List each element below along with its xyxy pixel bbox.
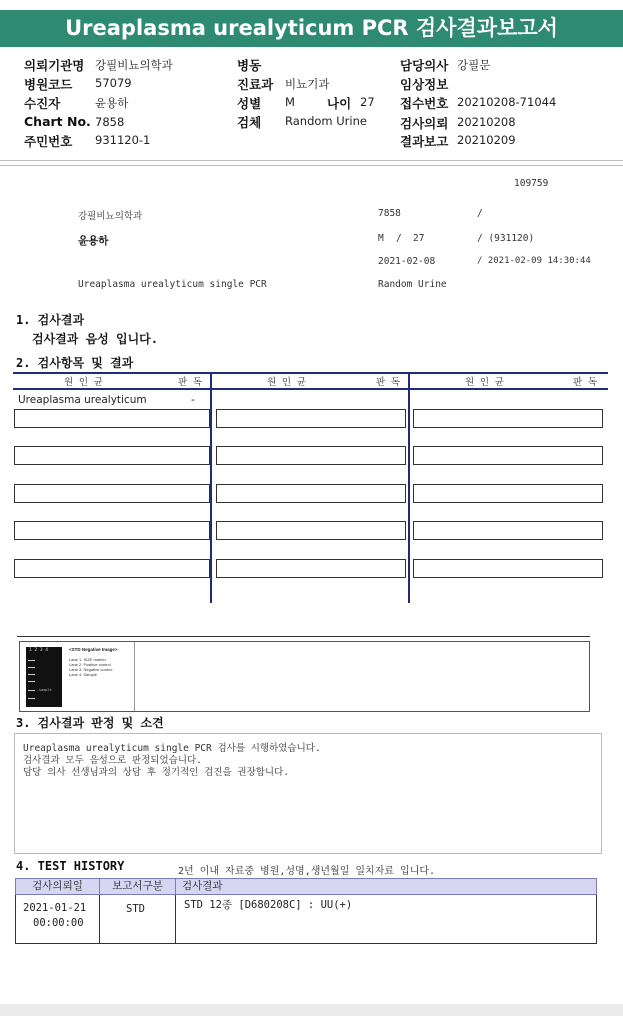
header-value: 20210208-71044	[457, 95, 557, 109]
section-4-heading: 4. TEST HISTORY	[16, 859, 125, 873]
history-result: STD 12종 [D680208C] : UU(+)	[184, 899, 353, 911]
gel-sample-label: sample	[39, 688, 52, 692]
section-1-heading: 1. 검사결과	[16, 313, 85, 327]
report-code: 109759	[514, 178, 549, 189]
history-date: 2021-01-21	[23, 902, 87, 914]
header-label: 나이	[327, 96, 352, 111]
gel-image-panel	[19, 641, 590, 712]
header-label: 임상정보	[400, 77, 449, 92]
report-chart: 7858	[378, 208, 401, 219]
result-cell	[14, 559, 210, 578]
history-col-type: 보고서구분	[99, 878, 176, 895]
report-specimen: Random Urine	[378, 279, 447, 290]
header-value: 7858	[95, 115, 125, 129]
report-patient: 윤용하	[78, 235, 109, 247]
opinion-line: 담당 의사 선생님과의 상담 후 정기적인 검진을 권장합니다.	[23, 767, 290, 778]
report-title: Ureaplasma urealyticum PCR 검사결과보고서	[0, 10, 623, 47]
header-value: Random Urine	[285, 114, 367, 128]
result-cell	[216, 559, 406, 578]
gel-caption-line: Lane 1. SIZE marker	[69, 657, 106, 662]
header-label: 성별	[237, 96, 262, 111]
column-header-pathogen: 원 인 균	[267, 377, 306, 388]
gel-band	[28, 698, 35, 699]
section-3-heading: 3. 검사결과 판정 및 소견	[16, 716, 164, 730]
header-value: 강필문	[457, 58, 491, 72]
header-value: 비뇨기과	[285, 77, 330, 91]
history-bottom-border	[15, 943, 597, 944]
table-header-rule	[13, 388, 608, 390]
page-bottom-margin	[0, 1004, 623, 1016]
header-label: 진료과	[237, 77, 274, 92]
report-test-name: Ureaplasma urealyticum single PCR	[78, 279, 267, 290]
header-value: M	[285, 95, 295, 109]
result-cell	[14, 484, 210, 503]
pathogen-result: -	[191, 394, 195, 406]
report-sex: M	[378, 233, 384, 244]
header-label: 의뢰기관명	[24, 58, 85, 73]
gel-band	[28, 660, 35, 661]
history-cell-border	[99, 895, 100, 944]
table-column-divider	[408, 372, 410, 603]
history-cell-border	[15, 895, 16, 944]
column-header-judgement: 판 독	[376, 377, 401, 388]
column-header-pathogen: 원 인 균	[64, 377, 103, 388]
report-request-date: 2021-02-08	[378, 256, 436, 267]
column-header-judgement: 판 독	[178, 377, 203, 388]
report-id: / (931120)	[477, 233, 535, 244]
gel-photo	[26, 647, 62, 707]
history-note: 2년 이내 자료중 병원,성명,생년월일 일치자료 입니다.	[178, 866, 436, 877]
gel-band	[28, 674, 35, 675]
header-label: 병원코드	[24, 77, 73, 92]
header-label: 검사의뢰	[400, 116, 449, 131]
header-value: 윤용하	[95, 96, 129, 110]
header-label: Chart No.	[24, 114, 91, 129]
header-value: 57079	[95, 76, 132, 90]
header-value: 20210208	[457, 115, 516, 129]
header-label: 담당의사	[400, 58, 449, 73]
gel-caption-title: <STD Negative Image>	[69, 647, 118, 652]
gel-lane-numbers: 1 2 3 4	[29, 648, 48, 653]
header-value: 931120-1	[95, 133, 151, 147]
header-label: 접수번호	[400, 96, 449, 111]
pathogen-name: Ureaplasma urealyticum	[18, 394, 147, 406]
gel-caption-divider	[134, 642, 135, 711]
history-col-result: 검사결과	[175, 878, 597, 895]
header-divider	[0, 160, 623, 161]
result-cell	[14, 521, 210, 540]
gel-band	[28, 681, 35, 682]
report-slash: /	[396, 233, 402, 244]
result-cell	[216, 484, 406, 503]
result-cell	[216, 446, 406, 465]
header-label: 검체	[237, 115, 262, 130]
header-label: 결과보고	[400, 134, 449, 149]
history-cell-border	[175, 895, 176, 944]
result-cell	[413, 484, 603, 503]
header-label: 수진자	[24, 96, 61, 111]
gel-top-rule	[17, 636, 590, 637]
table-column-divider	[210, 372, 212, 603]
history-type: STD	[126, 903, 145, 915]
result-cell	[413, 521, 603, 540]
opinion-line: Ureaplasma urealyticum single PCR 검사를 시행하였습니다.	[23, 743, 321, 754]
header-value: 강필비뇨의학과	[95, 58, 173, 72]
result-cell	[216, 521, 406, 540]
header-value: 27	[360, 95, 375, 109]
result-cell	[413, 446, 603, 465]
result-cell	[216, 409, 406, 428]
history-time: 00:00:00	[33, 917, 84, 929]
result-cell	[14, 409, 210, 428]
header-label: 병동	[237, 58, 262, 73]
gel-caption-line: Lane 4. Sample	[69, 672, 98, 677]
history-col-date: 검사의뢰일	[15, 878, 100, 895]
gel-band	[28, 690, 35, 691]
report-age: 27	[413, 233, 425, 244]
header-value: 20210209	[457, 133, 516, 147]
result-cell	[413, 559, 603, 578]
opinion-line: 검사결과 모두 음성으로 판정되었습니다.	[23, 755, 202, 766]
header-label: 주민번호	[24, 134, 73, 149]
header-divider	[0, 165, 623, 166]
result-cell	[413, 409, 603, 428]
report-report-date: / 2021-02-09 14:30:44	[477, 256, 591, 266]
gel-band	[28, 667, 35, 668]
section-2-heading: 2. 검사항목 및 결과	[16, 356, 134, 370]
column-header-judgement: 판 독	[573, 377, 598, 388]
history-cell-border	[596, 895, 597, 944]
result-cell	[14, 446, 210, 465]
gel-caption	[69, 647, 135, 709]
gel-caption-line: Lane 3. Negative control	[69, 667, 113, 672]
section-1-result: 검사결과 음성 입니다.	[32, 332, 159, 346]
gel-caption-line: Lane 2. Positive control	[69, 662, 111, 667]
opinion-box	[14, 733, 602, 854]
column-header-pathogen: 원 인 균	[465, 377, 504, 388]
report-clinic: 강필비뇨의학과	[78, 211, 143, 222]
report-slash: /	[477, 208, 483, 219]
